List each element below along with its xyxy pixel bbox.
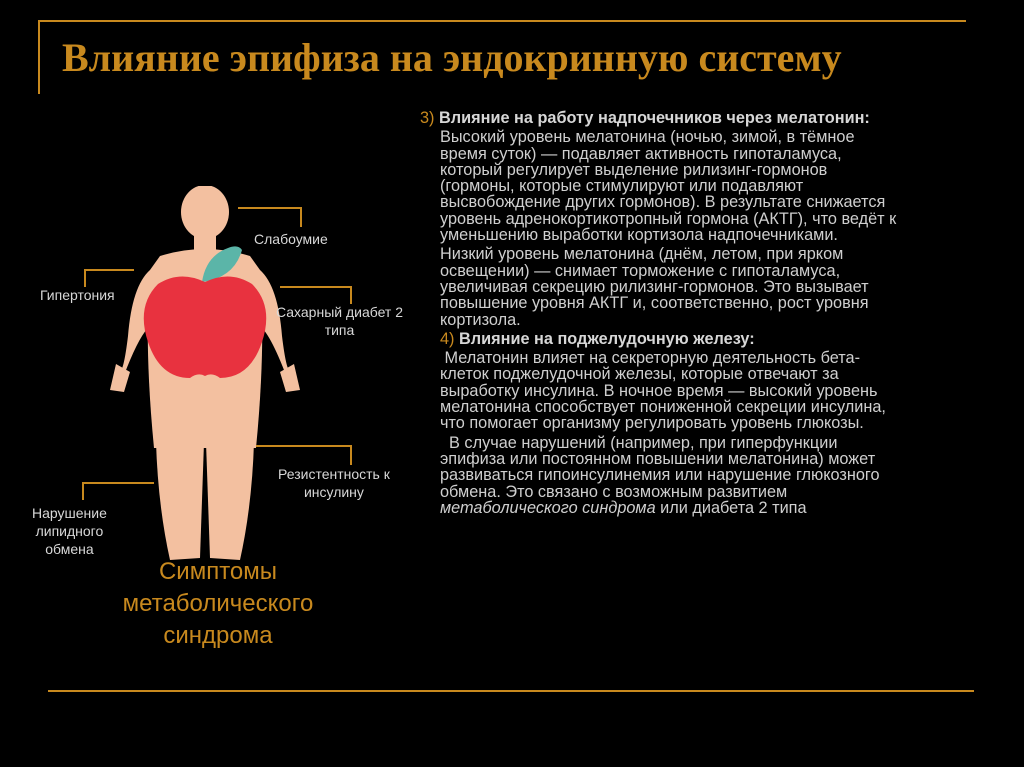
right-hand-shape — [280, 364, 300, 392]
caption-line-3: синдрома — [163, 622, 273, 649]
connector-resistance-h — [256, 445, 352, 447]
connector-hypertension-h — [84, 269, 134, 271]
body-text — [420, 110, 980, 516]
section-4-paragraph-2 — [420, 435, 980, 516]
paragraph-line: уменьшению выработки кортизола надпочечниками. — [440, 226, 838, 245]
slide-title: Влияние эпифиза на эндокринную систему — [62, 35, 842, 80]
section-4-number: 4) — [440, 329, 460, 348]
paragraph-line: эпифиза или постоянном повышении мелатонина) может — [440, 449, 876, 468]
paragraph-line: Высокий уровень мелатонина (ночью, зимой, в тёмное — [440, 128, 855, 147]
paragraph-line: освещении) — снимает торможение с гипоталамуса, — [440, 261, 841, 280]
paragraph-line: который регулирует выделение рилизинг-гормонов — [440, 160, 828, 179]
top-rule — [38, 20, 966, 22]
section-4-heading — [420, 331, 980, 347]
connector-lipid-v — [82, 482, 84, 500]
label-dementia — [254, 230, 328, 248]
label-lipid-line2: липидного — [35, 523, 104, 539]
caption-line-2: метаболического — [122, 590, 314, 617]
paragraph-line: время суток) — подавляет активность гипоталамуса, — [440, 144, 842, 163]
paragraph-line: выработку инсулина. В ночное время — высокий уровень — [440, 381, 878, 400]
caption-line-1: Симптомы — [158, 558, 278, 585]
paragraph-line: что помогает организму регулировать уровень глюкозы. — [440, 414, 864, 433]
connector-lipid-h — [82, 482, 154, 484]
label-dementia-text: Слабоумие — [254, 231, 328, 247]
section-3-heading — [420, 110, 980, 126]
diagram-caption — [68, 556, 368, 652]
label-insulin-resistance — [278, 465, 390, 501]
section-3-paragraph-1 — [420, 129, 980, 243]
metabolic-syndrome-italic: метаболического синдрома — [440, 498, 656, 517]
section-4-heading-text: Влияние на поджелудочную железу: — [459, 329, 755, 348]
neck-shape — [194, 230, 216, 252]
paragraph-line: Низкий уровень мелатонина (днём, летом, при ярком — [440, 245, 844, 264]
paragraph-line: мелатонина способствует пониженной секреции инсулина, — [440, 398, 886, 417]
label-diabetes-line2: типа — [324, 322, 355, 338]
apple-shape — [144, 276, 266, 378]
paragraph-line: Мелатонин влияет на секреторную деятельность бета- — [440, 349, 860, 368]
connector-dementia-v — [300, 207, 302, 227]
left-hand-shape — [110, 364, 130, 392]
label-diabetes — [276, 303, 403, 339]
paragraph-line: (гормоны, которые стимулируют или подавляют — [440, 177, 804, 196]
label-lipid-metabolism — [32, 504, 107, 558]
paragraph-line: обмена. Это связано с возможным развитием — [440, 482, 788, 501]
section-3-number: 3) — [420, 109, 440, 127]
paragraph-line: кортизола. — [440, 310, 521, 329]
bottom-rule — [48, 690, 974, 692]
label-diabetes-line1: Сахарный диабет 2 — [276, 304, 404, 320]
paragraph-line: клеток поджелудочной железы, которые отвечают за — [440, 365, 839, 384]
section-3-paragraph-2 — [420, 246, 980, 327]
section-4-paragraph-1 — [420, 350, 980, 431]
paragraph-line: В случае нарушений (например, при гиперфункции — [440, 433, 838, 452]
label-lipid-line3: обмена — [45, 541, 94, 557]
left-rule — [38, 20, 40, 94]
left-leg-shape — [156, 442, 204, 560]
paragraph-last-line — [440, 500, 980, 516]
right-leg-shape — [206, 442, 254, 560]
label-resistance-line1: Резистентность к — [278, 466, 390, 482]
section-3-heading-text: Влияние на работу надпочечников через мелатонин: — [439, 109, 870, 127]
paragraph-tail: или диабета 2 типа — [655, 498, 807, 517]
connector-diabetes-v — [350, 286, 352, 304]
connector-dementia-h — [238, 207, 302, 209]
label-lipid-line1: Нарушение — [32, 505, 107, 521]
paragraph-line: уровень адренокортикотропный гормона (АКТГ), что ведёт к — [440, 209, 897, 228]
paragraph-line: развиваться гипоинсулинемия или нарушение глюкозного — [440, 466, 880, 485]
connector-diabetes-h — [280, 286, 352, 288]
label-hypertension — [40, 286, 115, 304]
label-hypertension-text: Гипертония — [40, 287, 115, 303]
label-resistance-line2: инсулину — [303, 484, 364, 500]
paragraph-line: увеличивая секрецию рилизинг-гормонов. Это вызывает — [440, 277, 869, 296]
connector-resistance-v — [350, 445, 352, 465]
paragraph-line: высвобождение других гормонов). В результате снижается — [440, 193, 886, 212]
paragraph-line: повышение уровня АКТГ и, соответственно, рост уровня — [440, 294, 869, 313]
connector-hypertension-v — [84, 269, 86, 287]
